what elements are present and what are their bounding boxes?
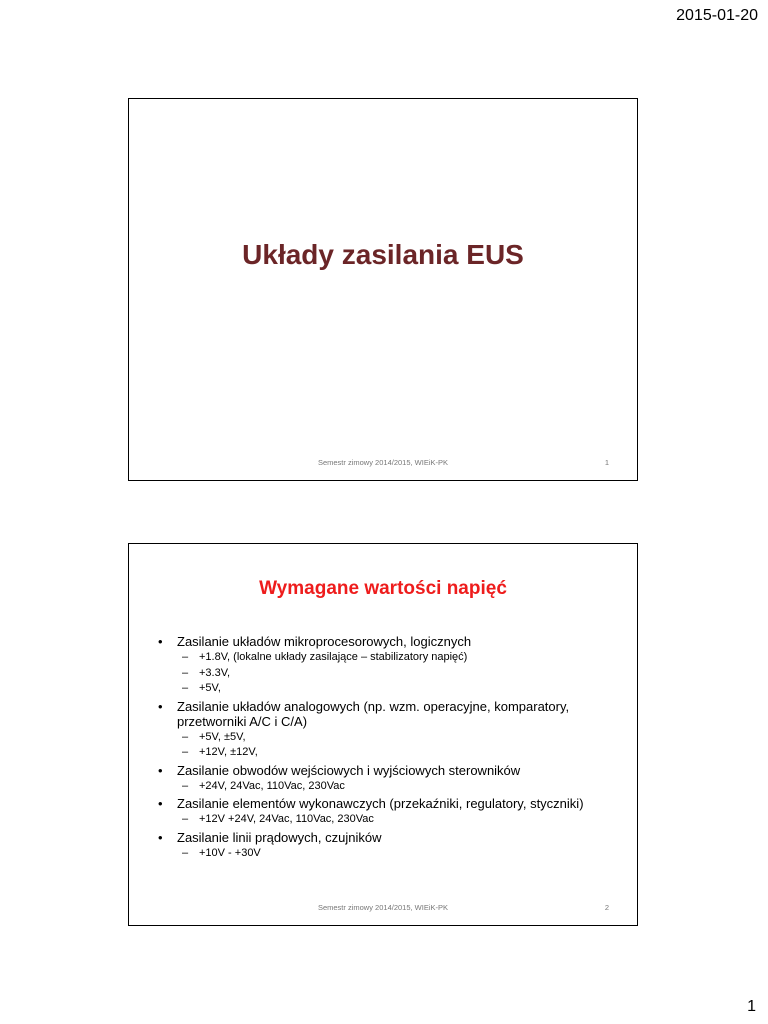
slide-footer-text: Semestr zimowy 2014/2015, WIEiK-PK: [317, 458, 449, 467]
bullet-text: Zasilanie obwodów wejściowych i wyjściowych sterowników: [177, 762, 521, 778]
slide-title: Wymagane wartości napięć: [259, 578, 507, 599]
sub-item: – +12V +24V, 24Vac, 110Vac, 230Vac: [177, 812, 617, 828]
slide-2: [128, 543, 638, 926]
sub-list: [177, 650, 617, 697]
sub-item: – +10V - +30V: [177, 846, 617, 862]
sub-item: – +12V, ±12V,: [177, 745, 617, 761]
bullet-list: [155, 632, 617, 861]
bullet-text: Zasilanie linii prądowych, czujników: [177, 829, 382, 845]
slide-number: 2: [604, 903, 609, 912]
sub-item: – +5V,: [177, 681, 617, 697]
sub-item: – +5V, ±5V,: [177, 730, 617, 746]
bullet-item: [155, 796, 617, 828]
bullet-text: Zasilanie układów analogowych (np. wzm. operacyjne, komparatory, przetworniki A/C i C/A): [177, 698, 570, 729]
slide-footer-text: Semestr zimowy 2014/2015, WIEiK-PK: [317, 903, 449, 912]
page-number: 1: [747, 998, 756, 1015]
sub-item: – +1.8V, (lokalne układy zasilające – stabilizatory napięć): [177, 650, 617, 666]
sub-item: – +3.3V,: [177, 666, 617, 682]
sub-list: [177, 730, 617, 761]
slide-title: Układy zasilania EUS: [242, 239, 524, 270]
bullet-text: Zasilanie układów mikroprocesorowych, logicznych: [177, 634, 472, 649]
slide-number: 1: [604, 458, 609, 467]
sub-list: [177, 846, 617, 862]
sub-item: – +24V, 24Vac, 110Vac, 230Vac: [177, 779, 617, 795]
sub-list: [177, 812, 617, 828]
page-date: 2015-01-20: [676, 7, 758, 24]
slide-1: [128, 98, 638, 481]
bullet-item: [155, 830, 617, 862]
bullet-item: [155, 699, 617, 761]
slide-footer: [129, 903, 637, 915]
bullet-item: [155, 763, 617, 795]
bullet-text: Zasilanie elementów wykonawczych (przekaźniki, regulatory, styczniki): [177, 796, 584, 811]
bullet-item: [155, 634, 617, 697]
slide-footer: [129, 458, 637, 470]
sub-list: [177, 779, 617, 795]
